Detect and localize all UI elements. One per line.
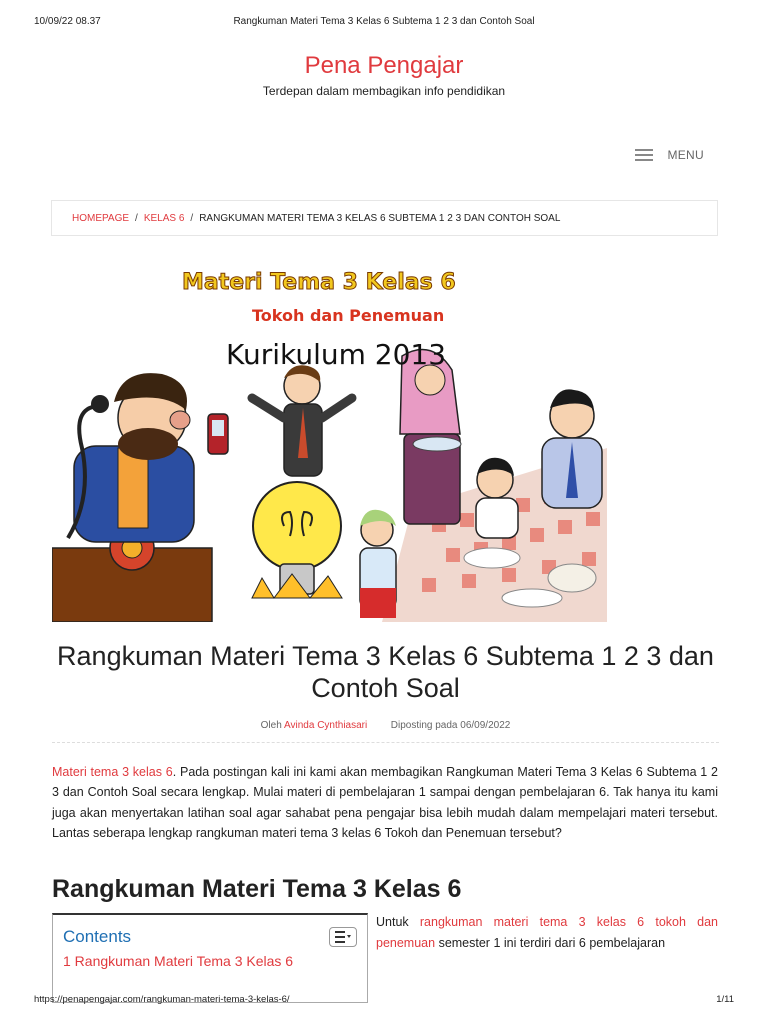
- hamburger-icon: [635, 149, 653, 161]
- post-meta: [52, 720, 719, 731]
- print-page-number: 1/11: [716, 994, 734, 1005]
- image-caption-subtitle: Tokoh dan Penemuan: [252, 306, 445, 325]
- image-caption-curriculum: Kurikulum 2013: [226, 338, 447, 371]
- posted-label: Diposting pada: [390, 720, 458, 731]
- toc-toggle-button[interactable]: [329, 927, 357, 947]
- intro-link[interactable]: Materi tema 3 kelas 6: [52, 765, 173, 779]
- menu-label: MENU: [667, 148, 704, 162]
- print-datetime: 10/09/22 08.37: [34, 16, 101, 27]
- image-caption-title: Materi Tema 3 Kelas 6: [182, 270, 456, 295]
- side-prefix: Untuk: [376, 915, 409, 929]
- breadcrumb-category[interactable]: KELAS 6: [143, 212, 185, 224]
- intro-text: . Pada postingan kali ini kami akan membagikan Rangkuman Materi Tema 3 Kelas 6 Subtema 1 2 3 dan Contoh Soal secara lengkap. Mulai materi di pembelajaran 1 sampai dengan pembelajaran 6. Tak hanya itu kami juga akan menyertakan latihan soal agar sahabat pena pengajar bisa lebih mudah dalam mempelajari materi tersebut. Lantas seberapa lengkap rangkuman materi tema 3 kelas 6 Tokoh dan Penemuan tersebut?: [52, 765, 718, 840]
- menu-button[interactable]: [635, 148, 704, 162]
- breadcrumb-separator: /: [190, 212, 194, 224]
- section-heading: Rangkuman Materi Tema 3 Kelas 6: [52, 875, 462, 903]
- print-header: [34, 16, 734, 30]
- table-of-contents: [52, 913, 368, 1003]
- toc-item[interactable]: 1 Rangkuman Materi Tema 3 Kelas 6: [63, 953, 294, 969]
- breadcrumb-separator: /: [135, 212, 138, 224]
- author-link[interactable]: Avinda Cynthiasari: [284, 720, 368, 731]
- list-icon: [335, 931, 351, 943]
- meta-divider: [52, 742, 719, 743]
- print-page-title: Rangkuman Materi Tema 3 Kelas 6 Subtema 1 2 3 dan Contoh Soal: [233, 16, 535, 27]
- site-title[interactable]: Pena Pengajar: [304, 52, 464, 79]
- breadcrumb-home[interactable]: HOMEPAGE: [72, 212, 130, 224]
- breadcrumb-current: RANGKUMAN MATERI TEMA 3 KELAS 6 SUBTEMA 1 2 3 DAN CONTOH SOAL: [199, 212, 561, 224]
- print-footer-url: https://penapengajar.com/rangkuman-materi-tema-3-kelas-6/: [34, 994, 290, 1005]
- breadcrumb: [51, 200, 718, 236]
- side-paragraph: [376, 912, 718, 954]
- side-link[interactable]: rangkuman materi tema 3 kelas 6 tokoh dan penemuan: [376, 915, 718, 950]
- toc-title: Contents: [63, 927, 132, 946]
- post-title: Rangkuman Materi Tema 3 Kelas 6 Subtema 1 2 3 dan Contoh Soal: [57, 641, 714, 703]
- posted-date: 06/09/2022: [460, 720, 511, 731]
- intro-paragraph: [52, 762, 718, 843]
- side-suffix: semester 1 ini terdiri dari 6 pembelajaran: [438, 936, 666, 950]
- featured-image: [52, 258, 607, 622]
- by-label: Oleh: [260, 720, 282, 731]
- site-tagline: Terdepan dalam membagikan info pendidikan: [262, 84, 506, 98]
